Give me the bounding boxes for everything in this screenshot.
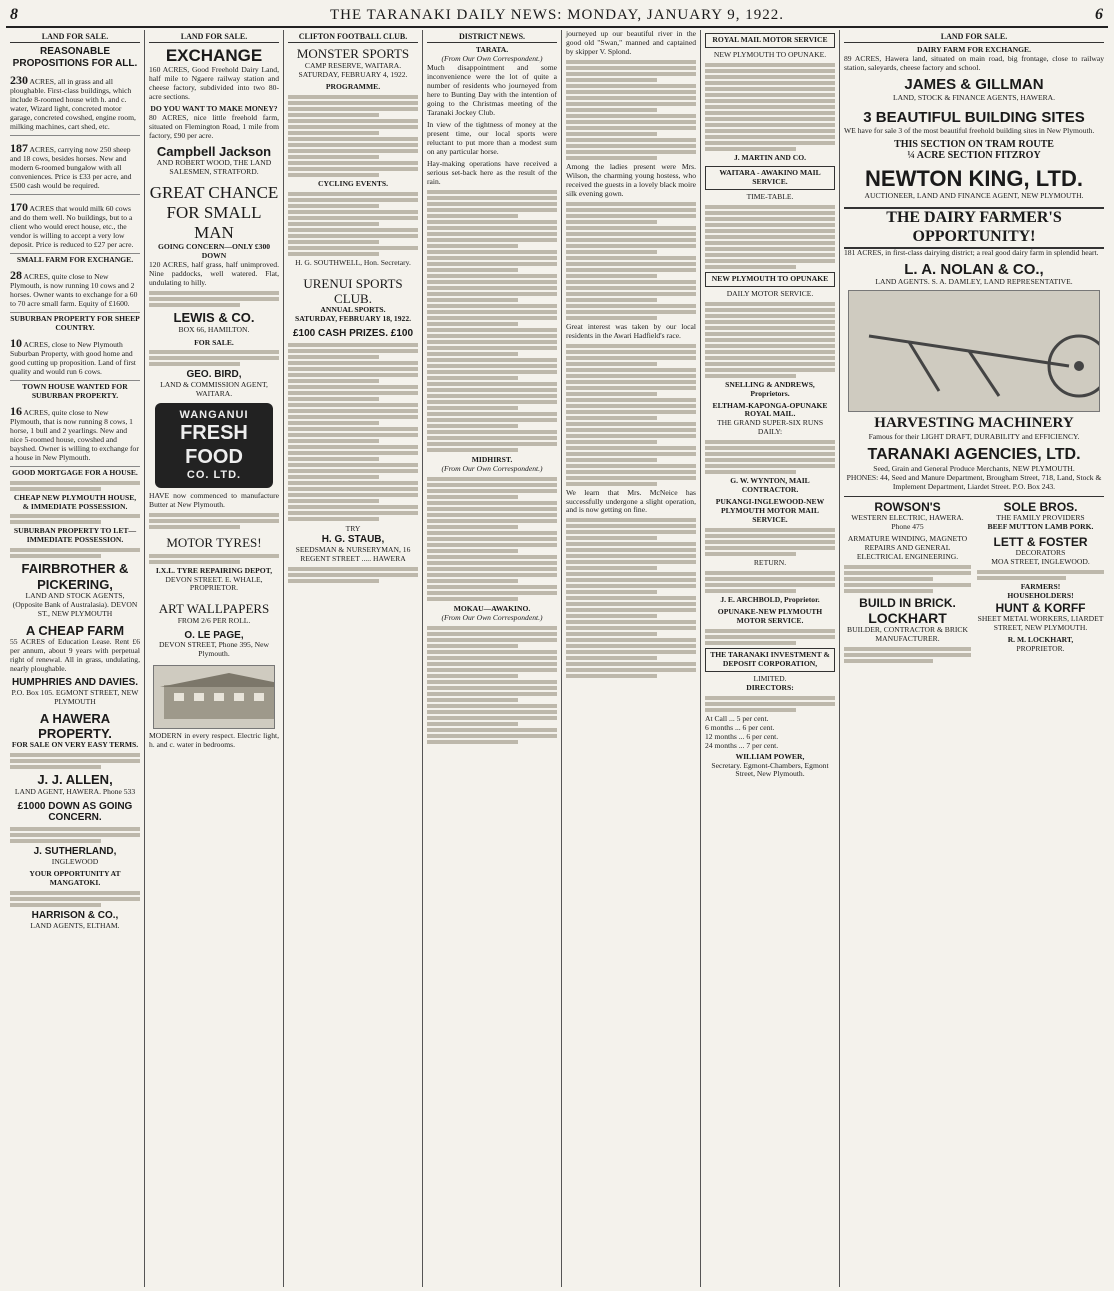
ad-title: A CHEAP FARM	[25, 622, 125, 638]
subhead: DAILY MOTOR SERVICE.	[726, 288, 814, 298]
ad-text: 120 ACRES, half grass, half unimproved. Nine paddocks, well watered. Flat, undulating to hilly.	[149, 260, 279, 288]
agent-details: LAND AGENT, HAWERA. Phone 533	[14, 786, 136, 796]
agent-name: LETT & FOSTER	[993, 534, 1088, 549]
listing-text: ACRES, quite close to New Plymouth, is now running 10 cows and 2 horses. Owner wants to exchange for a 60 to 70 acre small farm. Equity of £1600.	[10, 271, 138, 308]
subhead: OPUNAKE-NEW PLYMOUTH MOTOR SERVICE.	[717, 607, 823, 625]
subhead: SUBURBAN PROPERTY FOR SHEEP COUNTRY.	[10, 313, 140, 332]
subhead: DAIRY FARM FOR EXCHANGE.	[916, 45, 1032, 55]
agent-name: H. G. STAUB,	[321, 533, 385, 545]
agent-details: LAND AGENTS, ELTHAM.	[30, 920, 120, 930]
listing-acres: 170	[10, 199, 28, 214]
subhead: Famous for their LIGHT DRAFT, DURABILITY and EFFICIENCY.	[868, 432, 1080, 442]
agent-details: P.O. Box 105. EGMONT STREET, NEW PLYMOUTH	[11, 687, 139, 706]
hotel-illustration	[153, 665, 275, 729]
agent-details: LAND AND STOCK AGENTS, (Opposite Bank of Australasia). DEVON ST., NEW PLYMOUTH	[12, 591, 138, 618]
listing	[10, 197, 140, 254]
subhead: THE FAMILY PROVIDERS	[996, 512, 1085, 522]
subhead: PUKANGI-INGLEWOOD-NEW PLYMOUTH MOTOR MAIL SERVICE.	[715, 497, 825, 525]
subhead: THE GRAND SUPER-SIX RUNS DAILY:	[716, 418, 824, 437]
agent-name: HUMPHRIES AND DAVIES.	[11, 677, 139, 689]
page-number-left: 8	[10, 6, 19, 23]
listing-text: ACRES, all in grass and all ploughable. First-class buildings, which include 8-roomed house with h. and c. water, Wizard light, concreted motor garage, concreted cowshed, engine room, milking machines, cart shed, etc.	[10, 77, 136, 131]
ad-title: £100 CASH PRIZES. £100	[292, 328, 414, 340]
agent-details: INGLEWOOD	[51, 857, 99, 867]
agent-name: TARANAKI AGENCIES, LTD.	[867, 446, 1081, 464]
article-text: Much disappointment and some inconvenience were the lot of quite a number of residents who journeyed from here to Bunting Day with the intention of going to the Christmas meeting of the Taranaki Jockey Club.	[427, 63, 557, 118]
section-header: LAND FOR SALE.	[844, 31, 1104, 43]
byline: (From Our Own Correspondent.)	[441, 463, 543, 473]
rate-row: At Call ... 5 per cent.	[705, 713, 769, 723]
ad-text: 160 ACRES, Good Freehold Dairy Land, half mile to Ngaere railway station and cheese factory, subdivided into two 80-acre sections.	[149, 65, 279, 102]
listing	[10, 401, 140, 467]
listing-text: ACRES, carrying now 250 sheep and 18 cows, besides horses. New and modern 6-roomed bungalow with all conveniences. Price is £33 per acre, and £500 cash would be required.	[10, 144, 132, 190]
subhead: TRY	[345, 523, 361, 533]
listing	[10, 138, 140, 195]
article-text: In view of the tightness of money at the present time, our local sports were reluctant to put more than a modest sum on any particular horse.	[427, 120, 557, 156]
subhead: HOUSEHOLDERS!	[1007, 590, 1074, 600]
subhead: THIS SECTION ON TRAM ROUTE	[894, 138, 1054, 150]
logo-line: FRESH FOOD	[180, 422, 248, 468]
ad-title: BUILD IN BRICK.	[859, 595, 956, 610]
agent-details: LAND AGENTS. S. A. DAMLEY, LAND REPRESENTATIVE.	[875, 277, 1073, 287]
column-2	[145, 30, 284, 1287]
listing	[10, 70, 140, 136]
ad-title: REASONABLE PROPOSITIONS FOR ALL.	[12, 46, 138, 70]
article-text: We learn that Mrs. McNeice has successfully undergone a slight operation, and is now getting on fine.	[566, 487, 696, 515]
masthead	[6, 4, 1108, 28]
subhead: FARMERS!	[1020, 581, 1061, 591]
article-title: MIDHIRST.	[471, 454, 513, 464]
subhead: GOOD MORTGAGE FOR A HOUSE.	[12, 467, 138, 477]
section-header: LAND FOR SALE.	[149, 31, 279, 43]
rate-row: 12 months ... 6 per cent.	[705, 731, 779, 741]
ad-text: 89 ACRES, Hawera land, situated on main road, big frontage, close to railway station, saleyards, cheese factory and school.	[844, 54, 1104, 73]
listing	[10, 333, 140, 381]
agent-name: HUNT & KORFF	[995, 600, 1086, 615]
ad-title: WAITARA - AWAKINO MAIL SERVICE.	[705, 166, 835, 190]
subhead: GOING CONCERN—ONLY £300 DOWN	[157, 242, 271, 261]
subhead: BEEF MUTTON LAMB PORK.	[987, 521, 1094, 531]
page-number-right: 6	[1095, 6, 1104, 23]
subhead: SMALL FARM FOR EXCHANGE.	[16, 254, 134, 264]
agent-name: O. LE PAGE,	[184, 629, 244, 641]
byline: (From Our Own Correspondent.)	[441, 54, 543, 64]
ad-text: 80 ACRES, nice little freehold farm, situated on Flemington Road, 1 mile from factory, £90 per acre.	[149, 113, 279, 141]
agent-details: LAND & COMMISSION AGENT, WAITARA.	[160, 380, 268, 399]
logo-line: WANGANUI	[179, 409, 249, 422]
listing-acres: 16	[10, 403, 22, 418]
subhead: DO YOU WANT TO MAKE MONEY?	[150, 104, 278, 114]
building-icon	[154, 671, 274, 723]
ad-text: WE have for sale 3 of the most beautiful freehold building sites in New Plymouth.	[844, 125, 1095, 135]
subhead: CAMP RESERVE, WAITARA. SATURDAY, FEBRUARY 4, 1922.	[298, 60, 408, 79]
article-text: journeyed up our beautiful river in the good old "Swan," manned and captained by skipper V. Splond.	[566, 30, 696, 56]
agent-details: MOA STREET, INGLEWOOD.	[991, 556, 1090, 566]
subhead: ANNUAL SPORTS.	[320, 305, 386, 315]
agent-name: ROWSON'S	[874, 499, 941, 514]
ad-title: EXCHANGE	[165, 46, 263, 66]
listing	[10, 265, 140, 313]
subhead: TIME-TABLE.	[746, 191, 794, 201]
subhead: SATURDAY, FEBRUARY 18, 1922.	[294, 314, 412, 324]
listing-acres: 28	[10, 267, 22, 282]
agent-details: BOX 66, HAMILTON.	[178, 324, 250, 334]
agent-name: J. E. ARCHBOLD, Proprietor.	[720, 595, 820, 605]
ad-text: MODERN in every respect. Electric light, h. and c. water in bedrooms.	[149, 731, 279, 750]
column-6	[701, 30, 840, 1287]
subhead: CHEAP NEW PLYMOUTH HOUSE, & IMMEDIATE POSSESSION.	[13, 492, 137, 511]
subhead: FROM 2/6 PER ROLL.	[177, 615, 251, 625]
column-1	[6, 30, 145, 1287]
subhead: NEW PLYMOUTH TO OPUNAKE.	[713, 49, 827, 59]
section-header: LAND FOR SALE.	[10, 31, 140, 43]
agent-details: AUCTIONEER, LAND AND FINANCE AGENT, NEW PLYMOUTH.	[864, 191, 1084, 201]
agent-name: SNELLING & ANDREWS, Proprietors.	[725, 379, 815, 398]
plough-icon	[849, 296, 1099, 406]
ad-title: 3 BEAUTIFUL BUILDING SITES	[863, 108, 1085, 126]
listing-text: ACRES, close to New Plymouth Suburban Property, with good home and good cutting up proposition. Land of first quality and would run 6 cows.	[10, 339, 136, 376]
agent-name: GEO. BIRD,	[186, 369, 242, 381]
subhead: FOR SALE ON VERY EASY TERMS.	[11, 740, 139, 750]
article-title: MOKAU—AWAKINO.	[453, 603, 531, 613]
article-title: TARATA.	[475, 45, 509, 55]
subhead: DECORATORS	[1015, 548, 1066, 558]
section-header: DISTRICT NEWS.	[427, 31, 557, 43]
subhead: ELTHAM-KAPONGA-OPUNAKE ROYAL MAIL.	[712, 400, 828, 419]
ad-title: ROYAL MAIL MOTOR SERVICE	[705, 33, 835, 48]
agent-name: FAIRBROTHER & PICKERING,	[21, 561, 129, 592]
listing-acres: 187	[10, 140, 28, 155]
agent-details: PROPRIETOR.	[1016, 643, 1065, 653]
ad-title: MONSTER SPORTS	[296, 46, 410, 62]
column-4	[423, 30, 562, 1287]
ad-title: THE DAIRY FARMER'S OPPORTUNITY!	[844, 207, 1104, 249]
agent-name: G. W. WYNTON, MAIL CONTRACTOR.	[730, 476, 810, 495]
newspaper-title: THE TARANAKI DAILY NEWS: MONDAY, JANUARY 9, 1922.	[329, 6, 785, 23]
agent-name: LEWIS & CO.	[173, 310, 255, 326]
column-5	[562, 30, 701, 1287]
agent-name: R. M. LOCKHART,	[1007, 634, 1074, 644]
agent-details: DEVON STREET, Phone 395, New Plymouth.	[159, 640, 269, 659]
agent-name: Campbell Jackson	[156, 144, 272, 160]
agent-name: J. SUTHERLAND,	[33, 846, 117, 858]
agent-details: SEEDSMAN & NURSERYMAN, 16 REGENT STREET ..... HAWERA	[295, 544, 411, 563]
article-text: Hay-making operations have received a serious set-back here as the result of the rain.	[427, 158, 557, 186]
ad-title: MOTOR TYRES!	[166, 535, 262, 551]
subhead: ARMATURE WINDING, MAGNETO REPAIRS AND GENERAL ELECTRICAL ENGINEERING.	[847, 533, 968, 561]
rate-row: 6 months ... 6 per cent.	[705, 722, 775, 732]
agent-details: DEVON STREET. E. WHALE, PROPRIETOR.	[165, 574, 263, 593]
listing-text: ACRES, quite close to New Plymouth, that is now running 8 cows, 1 horse, 1 bull and 2 yearlings. New and nice 5-roomed house, cowshed and bayshed. Owner is willing to exchange for a house in New Plymouth.	[10, 407, 139, 462]
wanganui-fresh-food-logo	[155, 403, 273, 488]
agent-details: AND ROBERT WOOD, THE LAND SALESMEN, STRATFORD.	[156, 158, 272, 177]
agent-name: J. J. ALLEN,	[37, 772, 113, 788]
agent-name: NEWTON KING, LTD.	[865, 166, 1083, 192]
agent-details: WESTERN ELECTRIC, HAWERA. Phone 475	[851, 512, 964, 531]
ad-title: URENUI SPORTS CLUB.	[303, 275, 403, 306]
column-3	[284, 30, 423, 1287]
ad-text: 181 ACRES, in first-class dairying district; a real good dairy farm in splendid heart.	[844, 247, 1099, 257]
subhead: TOWN HOUSE WANTED FOR SUBURBAN PROPERTY.	[22, 381, 128, 400]
ad-title: £1000 DOWN AS GOING CONCERN.	[17, 800, 133, 824]
logo-line: CO. LTD.	[186, 469, 242, 482]
agent-details: LAND, STOCK & FINANCE AGENTS, HAWERA.	[892, 92, 1056, 102]
listing-acres: 230	[10, 73, 28, 88]
agent-details: SHEET METAL WORKERS, LIARDET STREET, NEW PLYMOUTH.	[977, 613, 1104, 632]
listing-text: ACRES that would milk 60 cows and do them well. No buildings, but to a client who would erect house, etc., the vendor is willing to accept a very low deposit. Price is reduced to £27 per acre.	[10, 203, 134, 249]
ad-text: 55 ACRES of Education Lease. Rent £6 per annum, about 9 years with perpetual right of renewal. All in grass, undulating, nearly ploughable.	[10, 637, 140, 674]
agent-details: BUILDER, CONTRACTOR & BRICK MANUFACTURER.	[847, 625, 968, 644]
subhead: LIMITED.	[753, 673, 787, 683]
ad-title: GREAT CHANCE FOR SMALL MAN	[149, 183, 279, 243]
section-header: CLIFTON FOOTBALL CLUB.	[288, 31, 418, 43]
subhead: RETURN.	[753, 558, 787, 568]
article-text: Great interest was taken by our local residents in the Awari Hadfield's race.	[566, 321, 696, 340]
subhead: FOR SALE.	[194, 337, 234, 347]
ad-title: NEW PLYMOUTH TO OPUNAKE	[705, 272, 835, 287]
agent-details: Secretary. Egmont-Chambers, Egmont Street, New Plymouth.	[711, 760, 829, 779]
agent-details: Seed, Grain and General Produce Merchants, NEW PLYMOUTH.	[873, 463, 1075, 473]
subhead: PROGRAMME.	[325, 81, 381, 91]
subhead: SUBURBAN PROPERTY TO LET—IMMEDIATE POSSESSION.	[13, 526, 137, 545]
subhead: ¼ ACRE SECTION FITZROY	[907, 150, 1041, 162]
byline: (From Our Own Correspondent.)	[441, 612, 543, 622]
ad-title: THE TARANAKI INVESTMENT & DEPOSIT CORPORATION,	[705, 648, 835, 672]
agent-name: LOCKHART	[868, 609, 947, 626]
column-7	[840, 30, 1108, 1287]
rate-row: 24 months ... 7 per cent.	[705, 740, 779, 750]
article-text: Among the ladies present were Mrs. Wilson, the charming young hostess, who received the guests in a lovely black moire silk evening gown.	[566, 161, 696, 198]
agent-name: WILLIAM POWER,	[735, 751, 805, 761]
ad-text: HAVE now commenced to manufacture Butter at New Plymouth.	[149, 491, 279, 510]
ad-title: HARVESTING MACHINERY	[874, 415, 1074, 432]
agent-name: I.X.L. TYRE REPAIRING DEPOT,	[155, 565, 273, 575]
agent-name: SOLE BROS.	[1003, 499, 1078, 514]
agent-name: J. MARTIN AND CO.	[733, 152, 807, 162]
agent-details: PHONES: 44, Seed and Manure Department, Brougham Street, 718, Land, Stock & Implement Department, Liardet Street. P.O. Box 243.	[846, 472, 1102, 491]
agent-name: JAMES & GILLMAN	[904, 76, 1044, 94]
subhead: YOUR OPPORTUNITY AT MANGATOKI.	[29, 868, 121, 887]
listing-acres: 10	[10, 335, 22, 350]
ad-title: ART WALLPAPERS	[158, 601, 270, 617]
subhead: DIRECTORS:	[746, 682, 794, 692]
agent-details: H. G. SOUTHWELL, Hon. Secretary.	[295, 257, 411, 267]
ad-title: A HAWERA PROPERTY.	[38, 710, 112, 742]
subhead: CYCLING EVENTS.	[317, 178, 389, 188]
agent-name: L. A. NOLAN & CO.,	[904, 260, 1044, 278]
agent-name: HARRISON & CO.,	[31, 909, 119, 921]
harvesting-machinery-illustration	[848, 290, 1100, 412]
